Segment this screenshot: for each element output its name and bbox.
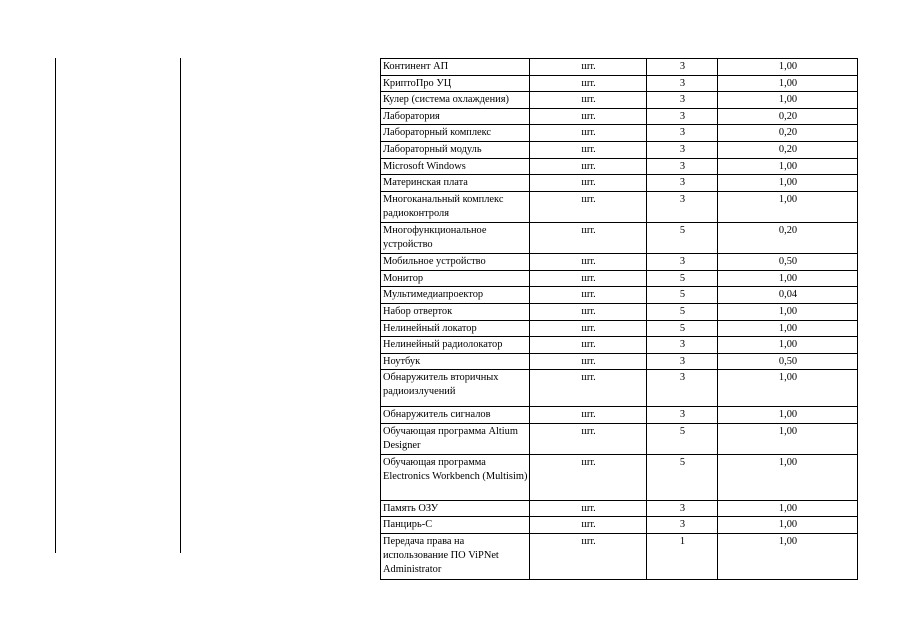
coefficient-cell: 1,00 [718, 92, 858, 109]
quantity-cell: 3 [647, 175, 718, 192]
table-row [381, 320, 858, 337]
unit-cell: шт. [530, 125, 647, 142]
item-name-cell: Материнская плата [381, 175, 530, 192]
table-row [381, 108, 858, 125]
coefficient-cell: 1,00 [718, 455, 858, 501]
table-row [381, 337, 858, 354]
item-name-cell: Многофункциональное устройство [381, 222, 530, 253]
unit-cell: шт. [530, 423, 647, 454]
item-name-cell: Лабораторный модуль [381, 141, 530, 158]
item-name-cell: Microsoft Windows [381, 158, 530, 175]
table-row [381, 407, 858, 424]
unit-cell: шт. [530, 75, 647, 92]
coefficient-cell: 1,00 [718, 191, 858, 222]
quantity-cell: 3 [647, 75, 718, 92]
table-row [381, 303, 858, 320]
table-row [381, 500, 858, 517]
quantity-cell: 5 [647, 222, 718, 253]
coefficient-cell: 0,50 [718, 254, 858, 271]
item-name-cell: Обнаружитель сигналов [381, 407, 530, 424]
item-name-cell: Передача права на использование ПО ViPNet Administrator [381, 534, 530, 580]
unit-cell: шт. [530, 455, 647, 501]
unit-cell: шт. [530, 92, 647, 109]
equipment-table [380, 58, 858, 580]
unit-cell: шт. [530, 191, 647, 222]
quantity-cell: 5 [647, 270, 718, 287]
unit-cell: шт. [530, 175, 647, 192]
quantity-cell: 3 [647, 353, 718, 370]
left-margin-line [55, 58, 56, 553]
coefficient-cell: 1,00 [718, 370, 858, 407]
coefficient-cell: 0,20 [718, 222, 858, 253]
quantity-cell: 3 [647, 191, 718, 222]
quantity-cell: 3 [647, 59, 718, 76]
equipment-table-body [381, 59, 858, 580]
coefficient-cell: 1,00 [718, 303, 858, 320]
unit-cell: шт. [530, 287, 647, 304]
table-row [381, 254, 858, 271]
table-row [381, 191, 858, 222]
item-name-cell: Ноутбук [381, 353, 530, 370]
item-name-cell: Обучающая программа Altium Designer [381, 423, 530, 454]
table-row [381, 287, 858, 304]
unit-cell: шт. [530, 303, 647, 320]
unit-cell: шт. [530, 158, 647, 175]
quantity-cell: 3 [647, 125, 718, 142]
unit-cell: шт. [530, 108, 647, 125]
unit-cell: шт. [530, 270, 647, 287]
unit-cell: шт. [530, 222, 647, 253]
table-row [381, 175, 858, 192]
coefficient-cell: 1,00 [718, 407, 858, 424]
quantity-cell: 3 [647, 254, 718, 271]
coefficient-cell: 0,20 [718, 141, 858, 158]
unit-cell: шт. [530, 370, 647, 407]
coefficient-cell: 1,00 [718, 423, 858, 454]
coefficient-cell: 1,00 [718, 534, 858, 580]
item-name-cell: Монитор [381, 270, 530, 287]
table-row [381, 455, 858, 501]
coefficient-cell: 1,00 [718, 337, 858, 354]
item-name-cell: Мобильное устройство [381, 254, 530, 271]
table-row [381, 353, 858, 370]
table-row [381, 141, 858, 158]
quantity-cell: 5 [647, 287, 718, 304]
quantity-cell: 3 [647, 500, 718, 517]
coefficient-cell: 1,00 [718, 59, 858, 76]
item-name-cell: Обучающая программа Electronics Workbench (Multisim) [381, 455, 530, 501]
unit-cell: шт. [530, 141, 647, 158]
quantity-cell: 3 [647, 370, 718, 407]
table-row [381, 75, 858, 92]
item-name-cell: Обнаружитель вторичных радиоизлучений [381, 370, 530, 407]
quantity-cell: 5 [647, 303, 718, 320]
unit-cell: шт. [530, 337, 647, 354]
item-name-cell: Память ОЗУ [381, 500, 530, 517]
item-name-cell: Лаборатория [381, 108, 530, 125]
item-name-cell: Лабораторный комплекс [381, 125, 530, 142]
coefficient-cell: 0,04 [718, 287, 858, 304]
quantity-cell: 3 [647, 407, 718, 424]
quantity-cell: 5 [647, 320, 718, 337]
coefficient-cell: 0,20 [718, 108, 858, 125]
table-row [381, 158, 858, 175]
quantity-cell: 3 [647, 92, 718, 109]
coefficient-cell: 1,00 [718, 500, 858, 517]
unit-cell: шт. [530, 534, 647, 580]
table-row [381, 270, 858, 287]
table-row [381, 423, 858, 454]
quantity-cell: 3 [647, 108, 718, 125]
mid-margin-line [180, 58, 181, 553]
quantity-cell: 3 [647, 141, 718, 158]
quantity-cell: 1 [647, 534, 718, 580]
coefficient-cell: 1,00 [718, 320, 858, 337]
unit-cell: шт. [530, 407, 647, 424]
table-row [381, 59, 858, 76]
quantity-cell: 3 [647, 337, 718, 354]
unit-cell: шт. [530, 59, 647, 76]
quantity-cell: 5 [647, 423, 718, 454]
quantity-cell: 5 [647, 455, 718, 501]
unit-cell: шт. [530, 254, 647, 271]
table-row [381, 534, 858, 580]
item-name-cell: Многоканальный комплекс радиоконтроля [381, 191, 530, 222]
item-name-cell: Панцирь-С [381, 517, 530, 534]
quantity-cell: 3 [647, 158, 718, 175]
item-name-cell: Нелинейный радиолокатор [381, 337, 530, 354]
coefficient-cell: 1,00 [718, 158, 858, 175]
item-name-cell: КриптоПро УЦ [381, 75, 530, 92]
table-row [381, 92, 858, 109]
coefficient-cell: 1,00 [718, 75, 858, 92]
item-name-cell: Кулер (система охлаждения) [381, 92, 530, 109]
unit-cell: шт. [530, 320, 647, 337]
item-name-cell: Континент АП [381, 59, 530, 76]
coefficient-cell: 0,20 [718, 125, 858, 142]
unit-cell: шт. [530, 517, 647, 534]
table-row [381, 517, 858, 534]
table-row [381, 125, 858, 142]
unit-cell: шт. [530, 500, 647, 517]
coefficient-cell: 1,00 [718, 270, 858, 287]
coefficient-cell: 1,00 [718, 517, 858, 534]
unit-cell: шт. [530, 353, 647, 370]
item-name-cell: Мультимедиапроектор [381, 287, 530, 304]
coefficient-cell: 0,50 [718, 353, 858, 370]
item-name-cell: Набор отверток [381, 303, 530, 320]
coefficient-cell: 1,00 [718, 175, 858, 192]
table-row [381, 370, 858, 407]
table-row [381, 222, 858, 253]
item-name-cell: Нелинейный локатор [381, 320, 530, 337]
quantity-cell: 3 [647, 517, 718, 534]
